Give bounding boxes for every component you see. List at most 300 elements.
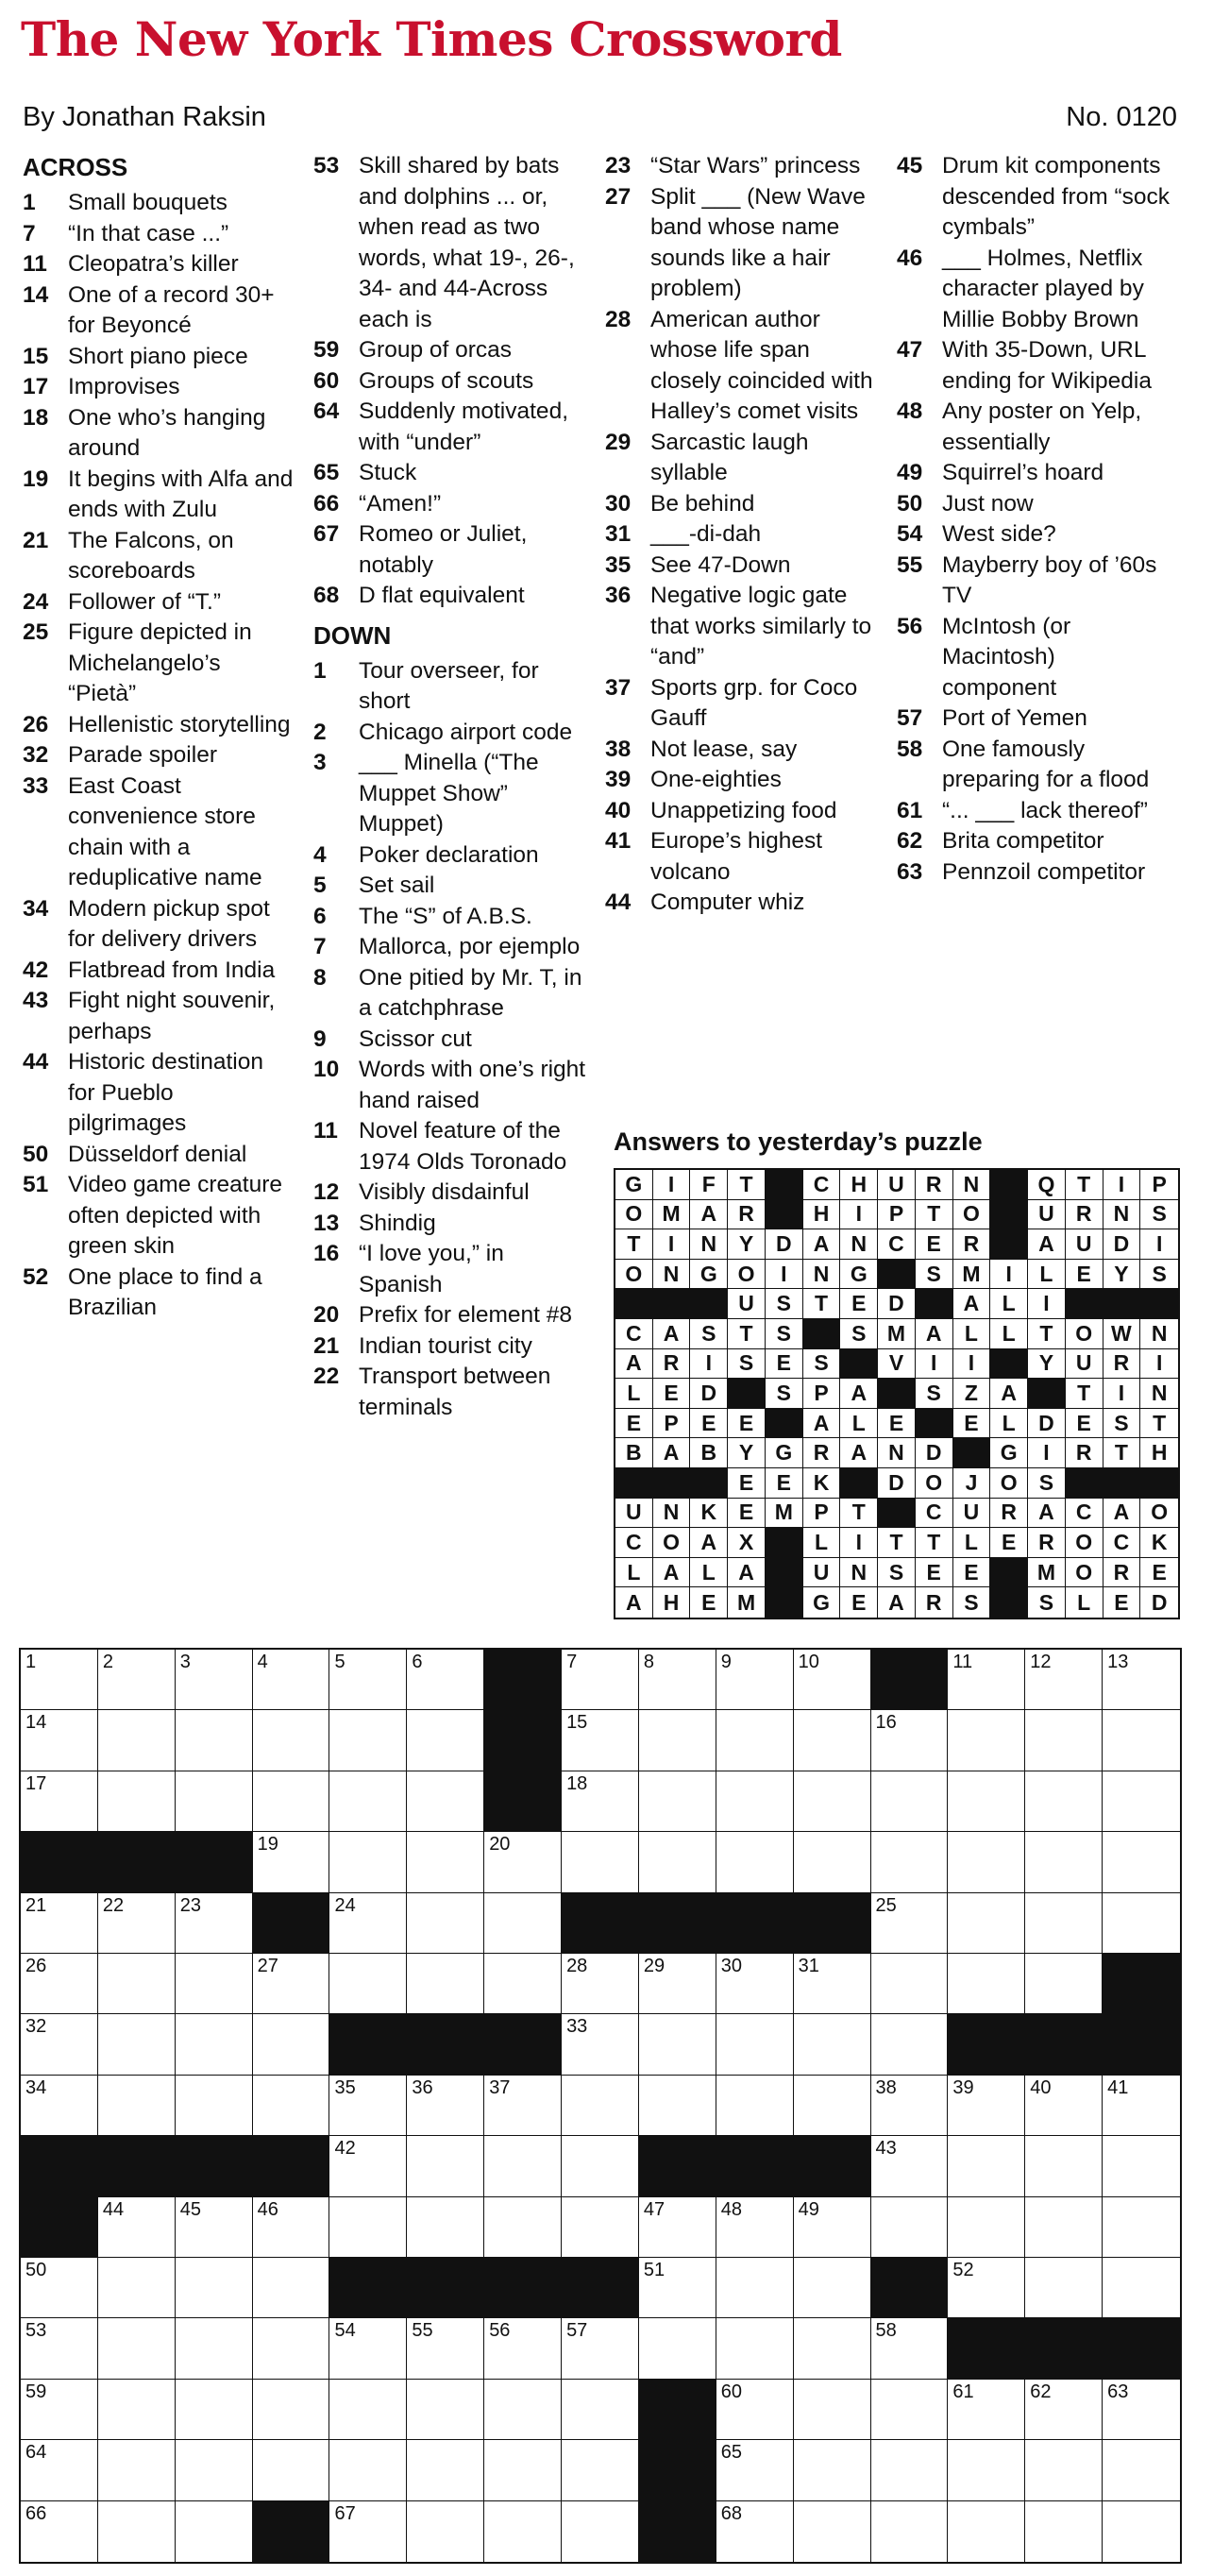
grid-cell[interactable] <box>562 1710 639 1771</box>
answer-letter: D <box>878 1468 916 1499</box>
grid-cell[interactable] <box>329 1771 407 1832</box>
grid-cell[interactable] <box>716 1954 794 2014</box>
answer-letter: R <box>1066 1200 1103 1230</box>
grid-cell[interactable] <box>871 2014 949 2075</box>
grid-cell[interactable] <box>1025 1954 1103 2014</box>
grid-cell[interactable] <box>1103 2501 1180 2562</box>
grid-cell[interactable] <box>716 2076 794 2136</box>
clue-number: 19 <box>23 466 49 492</box>
grid-cell[interactable] <box>407 1710 484 1771</box>
grid-cell[interactable] <box>329 1650 407 1710</box>
grid-cell[interactable] <box>98 2318 176 2379</box>
answer-letter: A <box>653 1558 691 1588</box>
grid-cell[interactable] <box>484 1893 562 1954</box>
grid-cell[interactable] <box>1103 1893 1180 1954</box>
grid-cell[interactable] <box>407 2318 484 2379</box>
grid-cell[interactable] <box>871 1954 949 2014</box>
grid-cell[interactable] <box>562 1650 639 1710</box>
answer-letter: R <box>1066 1438 1103 1468</box>
grid-cell[interactable] <box>562 2380 639 2440</box>
grid-cell[interactable] <box>407 1650 484 1710</box>
grid-cell[interactable] <box>639 2076 716 2136</box>
clue-text: Modern pickup spot for delivery drivers <box>68 895 270 952</box>
grid-cell[interactable] <box>176 1771 253 1832</box>
grid-cell[interactable] <box>98 2380 176 2440</box>
grid-cell[interactable] <box>329 1832 407 1892</box>
grid-cell[interactable] <box>329 2076 407 2136</box>
clue-number: 47 <box>897 337 923 363</box>
cell-number: 2 <box>102 1652 113 1672</box>
answer-letter: M <box>766 1499 803 1529</box>
grid-cell[interactable] <box>329 1710 407 1771</box>
answer-black-square <box>766 1528 803 1558</box>
answer-letter: S <box>803 1349 841 1380</box>
grid-cell[interactable] <box>329 2380 407 2440</box>
answer-letter: N <box>840 1558 878 1588</box>
grid-cell[interactable] <box>407 1893 484 1954</box>
grid-cell[interactable] <box>716 2318 794 2379</box>
answer-letter: L <box>615 1558 653 1588</box>
answer-letter: C <box>615 1319 653 1349</box>
grid-cell[interactable] <box>329 1954 407 2014</box>
grid-cell[interactable] <box>1025 1771 1103 1832</box>
grid-cell[interactable] <box>176 1710 253 1771</box>
grid-cell[interactable] <box>794 2380 871 2440</box>
clue-text: ___ Minella (“The Muppet Show” Muppet) <box>359 750 539 837</box>
grid-cell[interactable] <box>562 2014 639 2075</box>
answer-letter: U <box>1066 1349 1103 1380</box>
clue-text: Stuck <box>359 460 417 485</box>
grid-cell[interactable] <box>639 1771 716 1832</box>
grid-cell[interactable] <box>948 2258 1025 2318</box>
grid-cell[interactable] <box>253 2440 330 2500</box>
grid-cell[interactable] <box>871 2380 949 2440</box>
cell-number: 4 <box>257 1652 268 1672</box>
clue <box>313 840 592 872</box>
answer-letter: T <box>1103 1438 1141 1468</box>
grid-cell[interactable] <box>948 1650 1025 1710</box>
grid-cell[interactable] <box>794 1954 871 2014</box>
answer-letter: R <box>953 1229 991 1260</box>
grid-cell[interactable] <box>484 1832 562 1892</box>
cell-number: 27 <box>257 1956 278 1976</box>
grid-cell[interactable] <box>1103 2440 1180 2500</box>
clue <box>313 1116 592 1178</box>
grid-cell[interactable] <box>329 2440 407 2500</box>
grid-cell[interactable] <box>871 1710 949 1771</box>
clue <box>313 1331 592 1363</box>
grid-cell[interactable] <box>253 1650 330 1710</box>
grid-cell[interactable] <box>176 2501 253 2562</box>
grid-cell[interactable] <box>253 2380 330 2440</box>
grid-cell[interactable] <box>948 1771 1025 1832</box>
grid-cell[interactable] <box>948 2136 1025 2196</box>
answer-black-square <box>1028 1379 1066 1409</box>
grid-cell[interactable] <box>329 2501 407 2562</box>
clue <box>313 519 592 581</box>
clue-text: Port of Yemen <box>942 705 1087 731</box>
grid-cell[interactable] <box>639 1832 716 1892</box>
grid-cell[interactable] <box>21 2318 98 2379</box>
answer-letter: K <box>1140 1528 1178 1558</box>
grid-cell[interactable] <box>794 2258 871 2318</box>
answer-letter: U <box>953 1499 991 1529</box>
grid-cell[interactable] <box>1103 1771 1180 1832</box>
grid-cell[interactable] <box>21 1710 98 1771</box>
grid-cell[interactable] <box>484 2501 562 2562</box>
grid-cell[interactable] <box>21 1771 98 1832</box>
grid-cell[interactable] <box>948 2197 1025 2258</box>
clue <box>23 1047 295 1140</box>
answer-letter: E <box>690 1409 728 1439</box>
grid-cell[interactable] <box>948 2380 1025 2440</box>
grid-cell[interactable] <box>253 2014 330 2075</box>
grid-cell[interactable] <box>639 2258 716 2318</box>
answer-letter: S <box>1140 1200 1178 1230</box>
grid-cell[interactable] <box>639 1650 716 1710</box>
grid-cell[interactable] <box>639 2197 716 2258</box>
cell-number: 22 <box>102 1894 125 1916</box>
grid-cell[interactable] <box>871 1893 949 1954</box>
grid-cell[interactable] <box>562 1771 639 1832</box>
grid-cell[interactable] <box>562 2076 639 2136</box>
grid-cell[interactable] <box>639 1710 716 1771</box>
grid-cell[interactable] <box>407 1832 484 1892</box>
grid-cell[interactable] <box>1103 2197 1180 2258</box>
grid-cell[interactable] <box>562 1954 639 2014</box>
grid-cell[interactable] <box>98 2197 176 2258</box>
grid-cell[interactable] <box>1025 2258 1103 2318</box>
answer-letter: G <box>990 1438 1028 1468</box>
clue-text: The Falcons, on scoreboards <box>68 527 234 584</box>
grid-cell[interactable] <box>21 1954 98 2014</box>
cell-number: 13 <box>1107 1652 1129 1672</box>
grid-cell[interactable] <box>407 2076 484 2136</box>
clue-number: 5 <box>313 873 327 898</box>
grid-cell[interactable] <box>716 2258 794 2318</box>
grid-cell[interactable] <box>1025 2380 1103 2440</box>
clue <box>23 618 295 710</box>
answer-letter: S <box>766 1379 803 1409</box>
grid-cell[interactable] <box>794 2440 871 2500</box>
grid-cell[interactable] <box>1103 2258 1180 2318</box>
grid-cell[interactable] <box>253 1832 330 1892</box>
grid-cell[interactable] <box>176 2014 253 2075</box>
black-square <box>1103 2318 1180 2379</box>
grid-cell[interactable] <box>948 1893 1025 1954</box>
cell-number: 63 <box>1107 2381 1129 2402</box>
grid-cell[interactable] <box>716 1771 794 1832</box>
answer-letter: I <box>1140 1349 1178 1380</box>
grid-cell[interactable] <box>1025 1710 1103 1771</box>
clue <box>23 249 295 280</box>
grid-cell[interactable] <box>98 1710 176 1771</box>
clue-text: Improvises <box>68 374 180 399</box>
grid-cell[interactable] <box>21 2076 98 2136</box>
grid-cell[interactable] <box>716 1650 794 1710</box>
clue <box>897 826 1175 857</box>
grid-cell[interactable] <box>1103 2076 1180 2136</box>
cell-number: 34 <box>25 2076 47 2098</box>
grid-cell[interactable] <box>329 2318 407 2379</box>
grid-cell[interactable] <box>21 2380 98 2440</box>
grid-cell[interactable] <box>407 2380 484 2440</box>
grid-cell[interactable] <box>253 2197 330 2258</box>
answer-letter: J <box>953 1468 991 1499</box>
grid-cell[interactable] <box>716 2014 794 2075</box>
grid-cell[interactable] <box>871 1771 949 1832</box>
clue-number: 41 <box>605 828 632 854</box>
grid-cell[interactable] <box>716 1832 794 1892</box>
clue <box>897 489 1175 520</box>
answer-letter: A <box>690 1200 728 1230</box>
grid-cell[interactable] <box>1103 1650 1180 1710</box>
grid-cell[interactable] <box>716 2501 794 2562</box>
grid-cell[interactable] <box>484 2076 562 2136</box>
grid-cell[interactable] <box>794 1771 871 1832</box>
grid-cell[interactable] <box>21 2440 98 2500</box>
answer-letter: L <box>953 1319 991 1349</box>
grid-cell[interactable] <box>948 1832 1025 1892</box>
answer-letter: U <box>1066 1229 1103 1260</box>
grid-cell[interactable] <box>794 1710 871 1771</box>
grid-cell[interactable] <box>21 2501 98 2562</box>
clue-number: 40 <box>605 797 632 823</box>
clue-text: Short piano piece <box>68 343 248 369</box>
grid-cell[interactable] <box>176 1650 253 1710</box>
clue-number: 59 <box>313 337 340 363</box>
grid-cell[interactable] <box>871 2076 949 2136</box>
answer-letter: P <box>803 1499 841 1529</box>
grid-cell[interactable] <box>98 1650 176 1710</box>
clue <box>313 366 592 398</box>
clue <box>897 151 1175 244</box>
grid-cell[interactable] <box>98 2440 176 2500</box>
answer-letter: E <box>916 1229 953 1260</box>
answer-letter: O <box>1066 1558 1103 1588</box>
answer-letter: R <box>653 1349 691 1380</box>
clue-number: 63 <box>897 858 923 885</box>
answer-letter: S <box>916 1379 953 1409</box>
grid-cell[interactable] <box>716 1710 794 1771</box>
answer-letter: Y <box>1028 1349 1066 1380</box>
grid-cell[interactable] <box>794 2318 871 2379</box>
grid-cell[interactable] <box>562 2501 639 2562</box>
grid-cell[interactable] <box>871 2197 949 2258</box>
clue-number: 27 <box>605 183 632 210</box>
black-square <box>639 2501 716 2562</box>
grid-cell[interactable] <box>1025 2440 1103 2500</box>
grid-cell[interactable] <box>21 1893 98 1954</box>
clue-number: 8 <box>313 964 327 991</box>
grid-cell[interactable] <box>407 2501 484 2562</box>
grid-cell[interactable] <box>484 2440 562 2500</box>
grid-cell[interactable] <box>176 2076 253 2136</box>
grid-cell[interactable] <box>1025 1650 1103 1710</box>
grid-cell[interactable] <box>948 1954 1025 2014</box>
grid-cell[interactable] <box>948 2076 1025 2136</box>
grid-cell[interactable] <box>98 1893 176 1954</box>
answer-black-square <box>840 1468 878 1499</box>
grid-cell[interactable] <box>98 2501 176 2562</box>
grid-cell[interactable] <box>871 2318 949 2379</box>
grid-cell[interactable] <box>1025 1832 1103 1892</box>
grid-cell[interactable] <box>176 2197 253 2258</box>
grid-cell[interactable] <box>1103 2380 1180 2440</box>
grid-cell[interactable] <box>21 2014 98 2075</box>
grid-cell[interactable] <box>176 2440 253 2500</box>
clue-text: McIntosh (or Macintosh) component <box>942 613 1071 701</box>
clue <box>313 581 592 612</box>
cell-number: 44 <box>102 2198 125 2220</box>
grid-cell[interactable] <box>329 2136 407 2196</box>
grid-cell[interactable] <box>871 2440 949 2500</box>
grid-cell[interactable] <box>253 2076 330 2136</box>
grid-cell[interactable] <box>562 2136 639 2196</box>
clue-number: 7 <box>23 220 36 246</box>
cell-number: 43 <box>875 2138 897 2160</box>
grid-cell[interactable] <box>407 2197 484 2258</box>
answer-letter: L <box>803 1528 841 1558</box>
answer-letter: A <box>803 1229 841 1260</box>
clue-number: 23 <box>605 153 632 178</box>
answer-letter: A <box>615 1349 653 1380</box>
grid-cell[interactable] <box>1025 2136 1103 2196</box>
grid-cell[interactable] <box>716 2380 794 2440</box>
grid-cell[interactable] <box>484 2318 562 2379</box>
grid-cell[interactable] <box>871 2136 949 2196</box>
clue-number: 29 <box>605 429 632 455</box>
grid-cell[interactable] <box>329 2197 407 2258</box>
grid-cell[interactable] <box>484 2197 562 2258</box>
clue-column-3 <box>605 151 884 919</box>
answer-letter: E <box>990 1528 1028 1558</box>
grid-cell[interactable] <box>871 2501 949 2562</box>
grid-cell[interactable] <box>176 2318 253 2379</box>
clue-text: American author whose life span closely coincided with Halley’s comet visits <box>650 306 873 424</box>
clue <box>23 1263 295 1324</box>
grid-cell[interactable] <box>1025 2501 1103 2562</box>
grid-cell[interactable] <box>484 2136 562 2196</box>
answer-black-square <box>916 1409 953 1439</box>
grid-cell[interactable] <box>562 2440 639 2500</box>
grid-cell[interactable] <box>21 1650 98 1710</box>
answer-letter: C <box>878 1229 916 1260</box>
cell-number: 40 <box>1030 2076 1052 2098</box>
clue <box>313 718 592 749</box>
grid-cell[interactable] <box>253 1954 330 2014</box>
clue-number: 68 <box>313 583 340 608</box>
clue-number: 21 <box>23 527 49 553</box>
clue-number: 48 <box>897 398 923 424</box>
grid-cell[interactable] <box>639 2318 716 2379</box>
answer-letter: P <box>1140 1170 1178 1200</box>
clue-text: “... ___ lack thereof” <box>942 797 1148 823</box>
grid-cell[interactable] <box>1025 2197 1103 2258</box>
clue-text: Not lease, say <box>650 736 798 762</box>
grid-cell[interactable] <box>98 2076 176 2136</box>
clue <box>313 963 592 1025</box>
grid-cell[interactable] <box>948 2440 1025 2500</box>
clue-text: ___-di-dah <box>650 521 762 547</box>
black-square <box>98 2136 176 2196</box>
answer-letter: N <box>653 1260 691 1290</box>
grid-cell[interactable] <box>639 1954 716 2014</box>
grid-cell[interactable] <box>716 2440 794 2500</box>
grid-cell[interactable] <box>639 2014 716 2075</box>
grid-cell[interactable] <box>176 1893 253 1954</box>
grid-cell[interactable] <box>1025 2076 1103 2136</box>
grid-cell[interactable] <box>716 2197 794 2258</box>
grid-cell[interactable] <box>98 2258 176 2318</box>
grid-cell[interactable] <box>562 1832 639 1892</box>
clue-text: It begins with Alfa and ends with Zulu <box>68 466 294 522</box>
answer-letter: T <box>916 1528 953 1558</box>
grid-cell[interactable] <box>253 1710 330 1771</box>
grid-cell[interactable] <box>253 2318 330 2379</box>
clue <box>23 342 295 373</box>
grid-cell[interactable] <box>1103 2136 1180 2196</box>
grid-cell[interactable] <box>794 2076 871 2136</box>
grid-cell[interactable] <box>1025 1893 1103 1954</box>
grid-cell[interactable] <box>871 1832 949 1892</box>
grid-cell[interactable] <box>794 2014 871 2075</box>
grid-cell[interactable] <box>407 1954 484 2014</box>
grid-cell[interactable] <box>484 1954 562 2014</box>
grid-cell[interactable] <box>948 2501 1025 2562</box>
grid-cell[interactable] <box>176 2258 253 2318</box>
grid-cell[interactable] <box>98 2014 176 2075</box>
grid-cell[interactable] <box>562 2318 639 2379</box>
black-square <box>329 2258 407 2318</box>
clue-number: 60 <box>313 367 340 394</box>
grid-cell[interactable] <box>407 2440 484 2500</box>
grid-cell[interactable] <box>1103 1832 1180 1892</box>
grid-cell[interactable] <box>253 2258 330 2318</box>
grid-cell[interactable] <box>794 2197 871 2258</box>
grid-cell[interactable] <box>329 1893 407 1954</box>
grid-cell[interactable] <box>948 1710 1025 1771</box>
clue <box>23 771 295 894</box>
grid-cell[interactable] <box>794 1832 871 1892</box>
answer-letter: D <box>1103 1229 1141 1260</box>
grid-cell[interactable] <box>407 1771 484 1832</box>
grid-cell[interactable] <box>98 1954 176 2014</box>
answer-letter: I <box>1103 1379 1141 1409</box>
grid-cell[interactable] <box>176 2380 253 2440</box>
grid-cell[interactable] <box>484 2380 562 2440</box>
answer-letter: A <box>953 1289 991 1319</box>
clue-column-1 <box>23 151 295 1324</box>
grid-cell[interactable] <box>794 2501 871 2562</box>
answer-letter: N <box>1140 1319 1178 1349</box>
grid-cell[interactable] <box>1103 1710 1180 1771</box>
grid-cell[interactable] <box>407 2136 484 2196</box>
cell-number: 26 <box>25 1956 47 1976</box>
clue <box>605 765 884 796</box>
answer-black-square <box>615 1468 653 1499</box>
answer-letter: O <box>1066 1319 1103 1349</box>
grid-cell[interactable] <box>794 1650 871 1710</box>
clue-text: See 47-Down <box>650 551 791 578</box>
grid-cell[interactable] <box>176 1954 253 2014</box>
clue-text: “I love you,” in Spanish <box>359 1241 504 1297</box>
grid-cell[interactable] <box>562 2197 639 2258</box>
grid-cell[interactable] <box>98 1771 176 1832</box>
grid-cell[interactable] <box>21 2258 98 2318</box>
clue <box>313 397 592 458</box>
grid-cell[interactable] <box>253 1771 330 1832</box>
